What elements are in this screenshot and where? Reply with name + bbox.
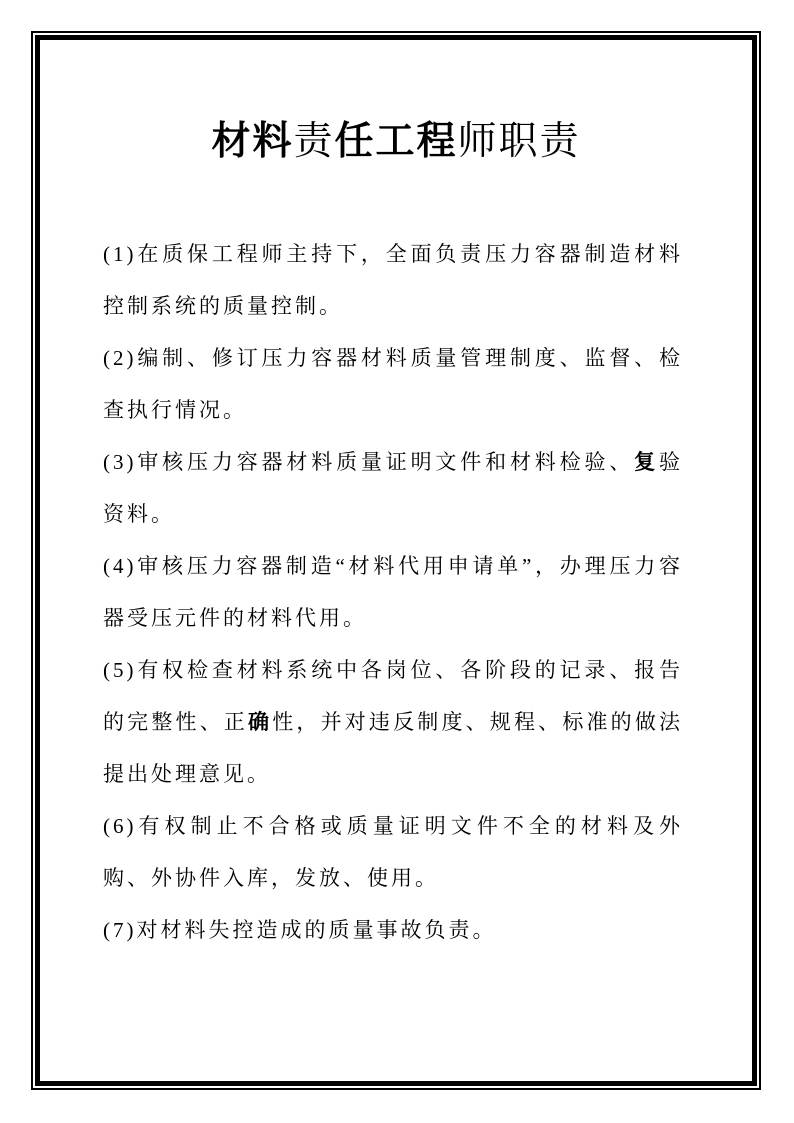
- duty-item-text-run: 复: [634, 450, 660, 474]
- document-body: [103, 228, 683, 956]
- duty-item-number: (5): [103, 658, 137, 682]
- duty-item-1: [103, 228, 683, 332]
- duty-item-number: (4): [103, 554, 137, 578]
- duty-item-text-run: 审核压力容器制造“材料代用申请单”，办理压力容器受压元件的材料代用。: [103, 554, 683, 630]
- duty-item-number: (1): [103, 242, 137, 266]
- title-segment: 责: [293, 120, 335, 163]
- duty-item-text-run: 对材料失控造成的质量事故负责。: [136, 918, 497, 942]
- duty-item-number: (2): [103, 346, 137, 370]
- duty-item-text-run: 有权检查材料系统中各岗位、各阶段的记录、报告的完整性、正: [103, 658, 683, 734]
- duty-item-number: (3): [103, 450, 137, 474]
- document-title: [40, 120, 752, 164]
- duty-item-text-run: 审核压力容器材料质量证明文件和材料检验、: [136, 450, 635, 474]
- duty-item-2: [103, 332, 683, 436]
- title-segment: 材料: [211, 120, 294, 163]
- duty-item-5: [103, 644, 683, 800]
- duty-item-text-run: 编制、修订压力容器材料质量管理制度、监督、检查执行情况。: [103, 346, 683, 422]
- duty-item-text-run: 性，并对违反制度、规程、标准的做法提出处理意见。: [103, 710, 684, 786]
- duty-item-text-run: 验资料。: [103, 450, 684, 526]
- duty-item-text-run: 在质保工程师主持下，全面负责压力容器制造材料控制系统的质量控制。: [103, 242, 683, 318]
- duty-item-number: (6): [103, 814, 137, 838]
- duty-item-6: [103, 800, 683, 904]
- duty-item-text-run: 确: [248, 710, 273, 734]
- duty-item-3: [103, 436, 683, 540]
- duty-item-4: [103, 540, 683, 644]
- title-segment: 任工程: [334, 120, 458, 163]
- page-border-outer: [31, 31, 761, 1090]
- duty-item-text-run: 有权制止不合格或质量证明文件不全的材料及外购、外协件入库，发放、使用。: [103, 814, 683, 890]
- duty-item-number: (7): [103, 918, 137, 942]
- duty-item-7: [103, 904, 683, 956]
- page-border-inner: [35, 35, 757, 1086]
- title-segment: 师职责: [457, 120, 581, 163]
